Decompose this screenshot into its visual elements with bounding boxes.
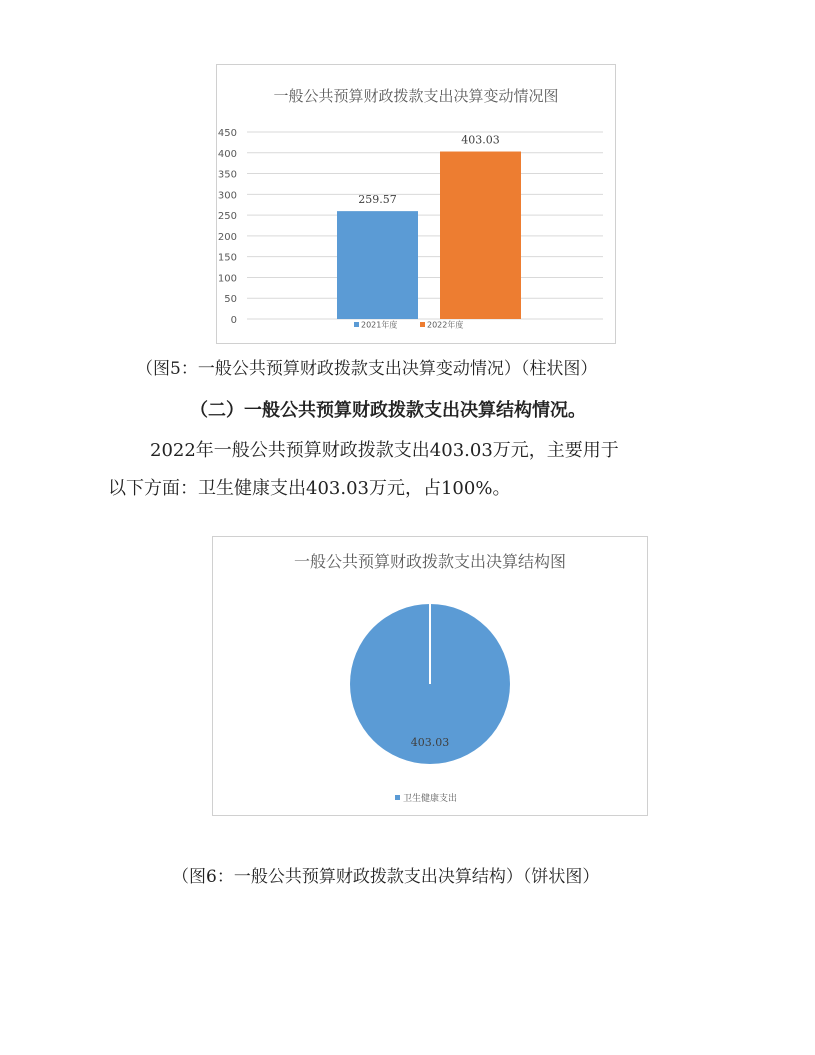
bar xyxy=(337,211,418,319)
pie-chart-svg xyxy=(213,537,647,815)
y-tick-label: 50 xyxy=(224,294,237,306)
pie-data-label: 403.03 xyxy=(410,736,450,749)
legend-label: 2021年度 xyxy=(361,320,398,330)
bar-chart-title: 一般公共预算财政拨款支出决算变动情况图 xyxy=(273,87,559,105)
legend-label: 2022年度 xyxy=(427,320,464,330)
legend-swatch xyxy=(395,795,400,800)
y-tick-label: 100 xyxy=(217,273,237,285)
y-tick-label: 0 xyxy=(230,315,237,326)
y-tick-label: 250 xyxy=(217,211,237,223)
y-tick-label: 150 xyxy=(217,252,237,264)
pie-chart-caption: （图6：一般公共预算财政拨款支出决算结构）（饼状图） xyxy=(172,867,600,887)
pie-chart xyxy=(212,536,648,816)
bar-chart-svg xyxy=(217,65,615,343)
y-tick-label: 300 xyxy=(217,190,237,202)
bar-data-label: 259.57 xyxy=(358,193,397,207)
legend-swatch xyxy=(354,322,359,327)
y-tick-label: 450 xyxy=(217,128,237,139)
y-tick-label: 350 xyxy=(217,169,237,181)
pie-chart-title: 一般公共预算财政拨款支出决算结构图 xyxy=(293,552,566,571)
paragraph-line-2: 以下方面：卫生健康支出403.03万元，占100%。 xyxy=(108,478,511,499)
bar-chart xyxy=(216,64,616,344)
bar xyxy=(440,152,521,319)
legend-swatch xyxy=(420,322,425,327)
y-tick-label: 400 xyxy=(217,148,237,160)
section-heading: （二）一般公共预算财政拨款支出决算结构情况。 xyxy=(190,400,586,421)
bar-data-label: 403.03 xyxy=(461,133,500,147)
y-tick-label: 200 xyxy=(217,231,237,243)
bar-chart-caption: （图5：一般公共预算财政拨款支出决算变动情况）（柱状图） xyxy=(136,359,598,379)
paragraph-line-1: 2022年一般公共预算财政拨款支出403.03万元，主要用于 xyxy=(150,440,619,461)
legend-label: 卫生健康支出 xyxy=(403,794,458,804)
